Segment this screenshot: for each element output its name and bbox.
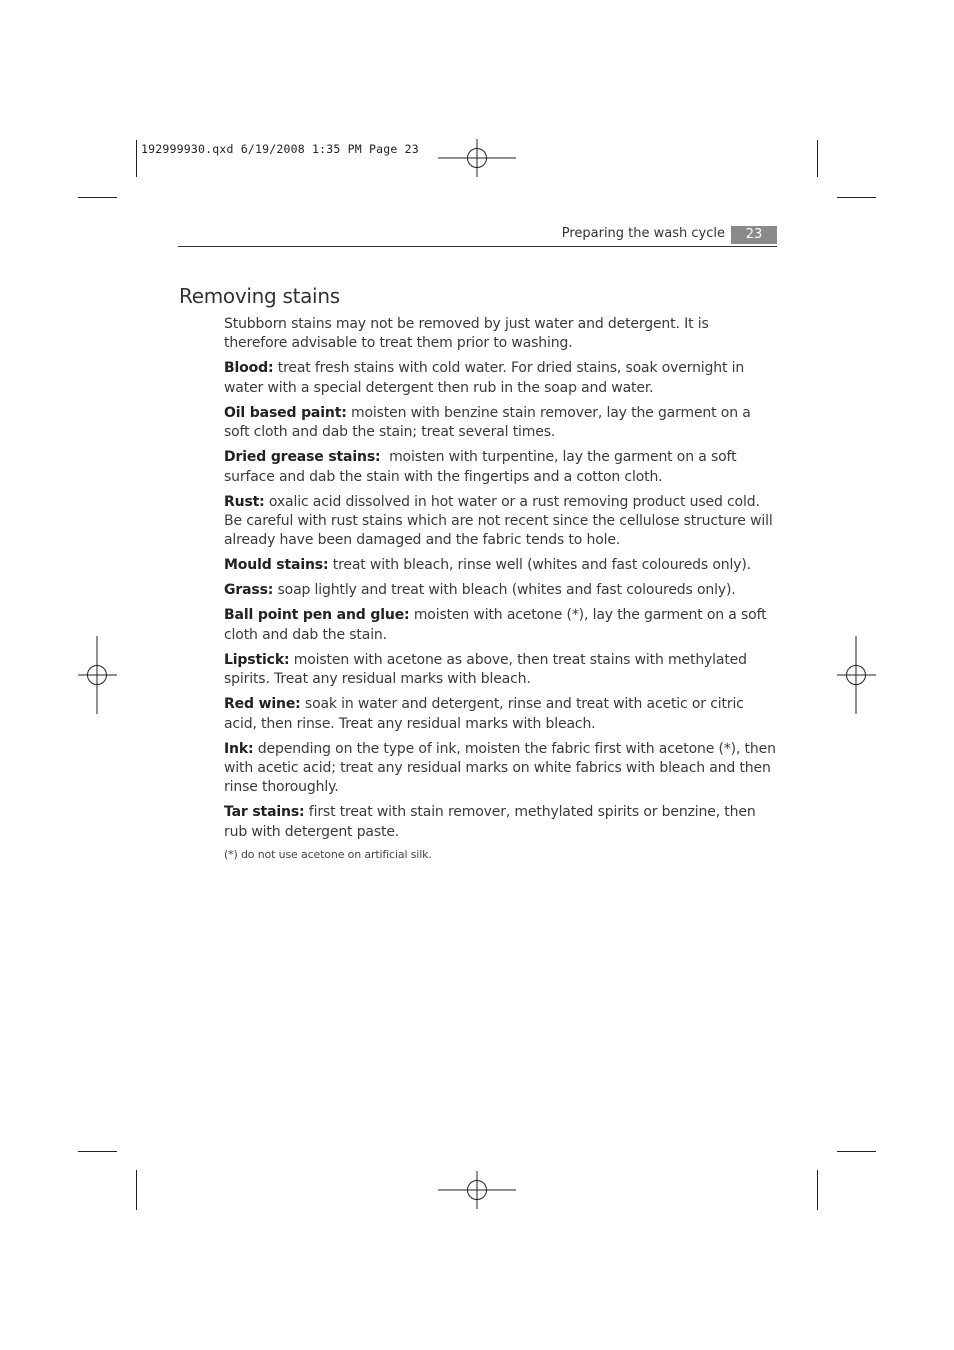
body-content	[224, 315, 776, 868]
crop-mark	[837, 197, 876, 198]
registration-mark-icon	[58, 636, 136, 714]
stain-entry	[224, 359, 776, 398]
crop-mark	[837, 1151, 876, 1152]
stain-text: moisten with acetone as above, then treat stains with methylated spirits. Treat any residual marks with bleach.	[224, 651, 747, 688]
intro-paragraph: Stubborn stains may not be removed by just water and detergent. It is therefore advisable to treat them prior to washing.	[224, 316, 709, 352]
stain-entry	[224, 556, 776, 575]
stain-entry	[224, 493, 776, 551]
crop-mark	[78, 1151, 117, 1152]
page-number: 23	[731, 226, 777, 244]
stain-label: Red wine:	[224, 696, 301, 713]
stain-text: oxalic acid dissolved in hot water or a rust removing product used cold. Be careful with rust stains which are not recent since the cellulose structure will already have been damaged and the fabric tends to hole.	[224, 493, 773, 549]
stain-label: Ink:	[224, 740, 254, 757]
crop-mark	[78, 197, 117, 198]
stain-text: soap lightly and treat with bleach (whites and fast coloureds only).	[273, 582, 736, 599]
stain-label: Tar stains:	[224, 804, 305, 821]
running-header: Preparing the wash cycle	[561, 226, 725, 241]
stain-label: Oil based paint:	[224, 404, 347, 421]
stain-label: Lipstick:	[224, 651, 290, 668]
stain-entry	[224, 448, 776, 487]
stain-entry	[224, 803, 776, 842]
registration-mark-icon	[438, 119, 516, 197]
footnote: (*) do not use acetone on artificial silk.	[224, 848, 432, 862]
stain-entry	[224, 606, 776, 645]
stain-label: Blood:	[224, 360, 274, 377]
stain-label: Mould stains:	[224, 557, 329, 574]
stain-entry	[224, 651, 776, 690]
crop-mark	[817, 140, 818, 177]
stain-text: moisten with turpentine, lay the garment on a soft surface and dab the stain with the fingertips and a cotton cloth.	[224, 449, 741, 485]
page-title: Removing stains	[179, 284, 340, 308]
print-slug: 192999930.qxd 6/19/2008 1:35 PM Page 23	[141, 142, 419, 156]
registration-mark-icon	[438, 1151, 516, 1229]
stain-text: depending on the type of ink, moisten the fabric first with acetone (*), then with acetic acid; treat any residual marks on white fabrics with bleach and then rinse thoroughly.	[224, 740, 776, 796]
stain-entry	[224, 581, 776, 600]
stain-label: Rust:	[224, 493, 265, 510]
stain-text: soak in water and detergent, rinse and treat with acetic or citric acid, then rinse. Treat any residual marks with bleach.	[224, 696, 744, 732]
stain-text: first treat with stain remover, methylated spirits or benzine, then rub with detergent paste.	[224, 804, 756, 840]
crop-mark	[136, 140, 137, 177]
crop-mark	[136, 1170, 137, 1210]
stain-label: Grass:	[224, 582, 274, 599]
registration-mark-icon	[817, 636, 895, 714]
stain-entry	[224, 695, 776, 734]
header-rule	[178, 246, 777, 247]
stain-text: treat with bleach, rinse well (whites and fast coloureds only).	[328, 557, 751, 574]
stain-label: Dried grease stains:	[224, 449, 381, 466]
stain-entry	[224, 404, 776, 443]
stain-text: treat fresh stains with cold water. For dried stains, soak overnight in water with a special detergent then rub in the soap and water.	[224, 360, 745, 396]
stain-entry	[224, 740, 776, 798]
crop-mark	[817, 1170, 818, 1210]
stain-label: Ball point pen and glue:	[224, 607, 410, 624]
stain-text: moisten with benzine stain remover, lay the garment on a soft cloth and dab the stain; treat several times.	[224, 404, 751, 441]
stain-text: moisten with acetone (*), lay the garment on a soft cloth and dab the stain.	[224, 607, 767, 643]
